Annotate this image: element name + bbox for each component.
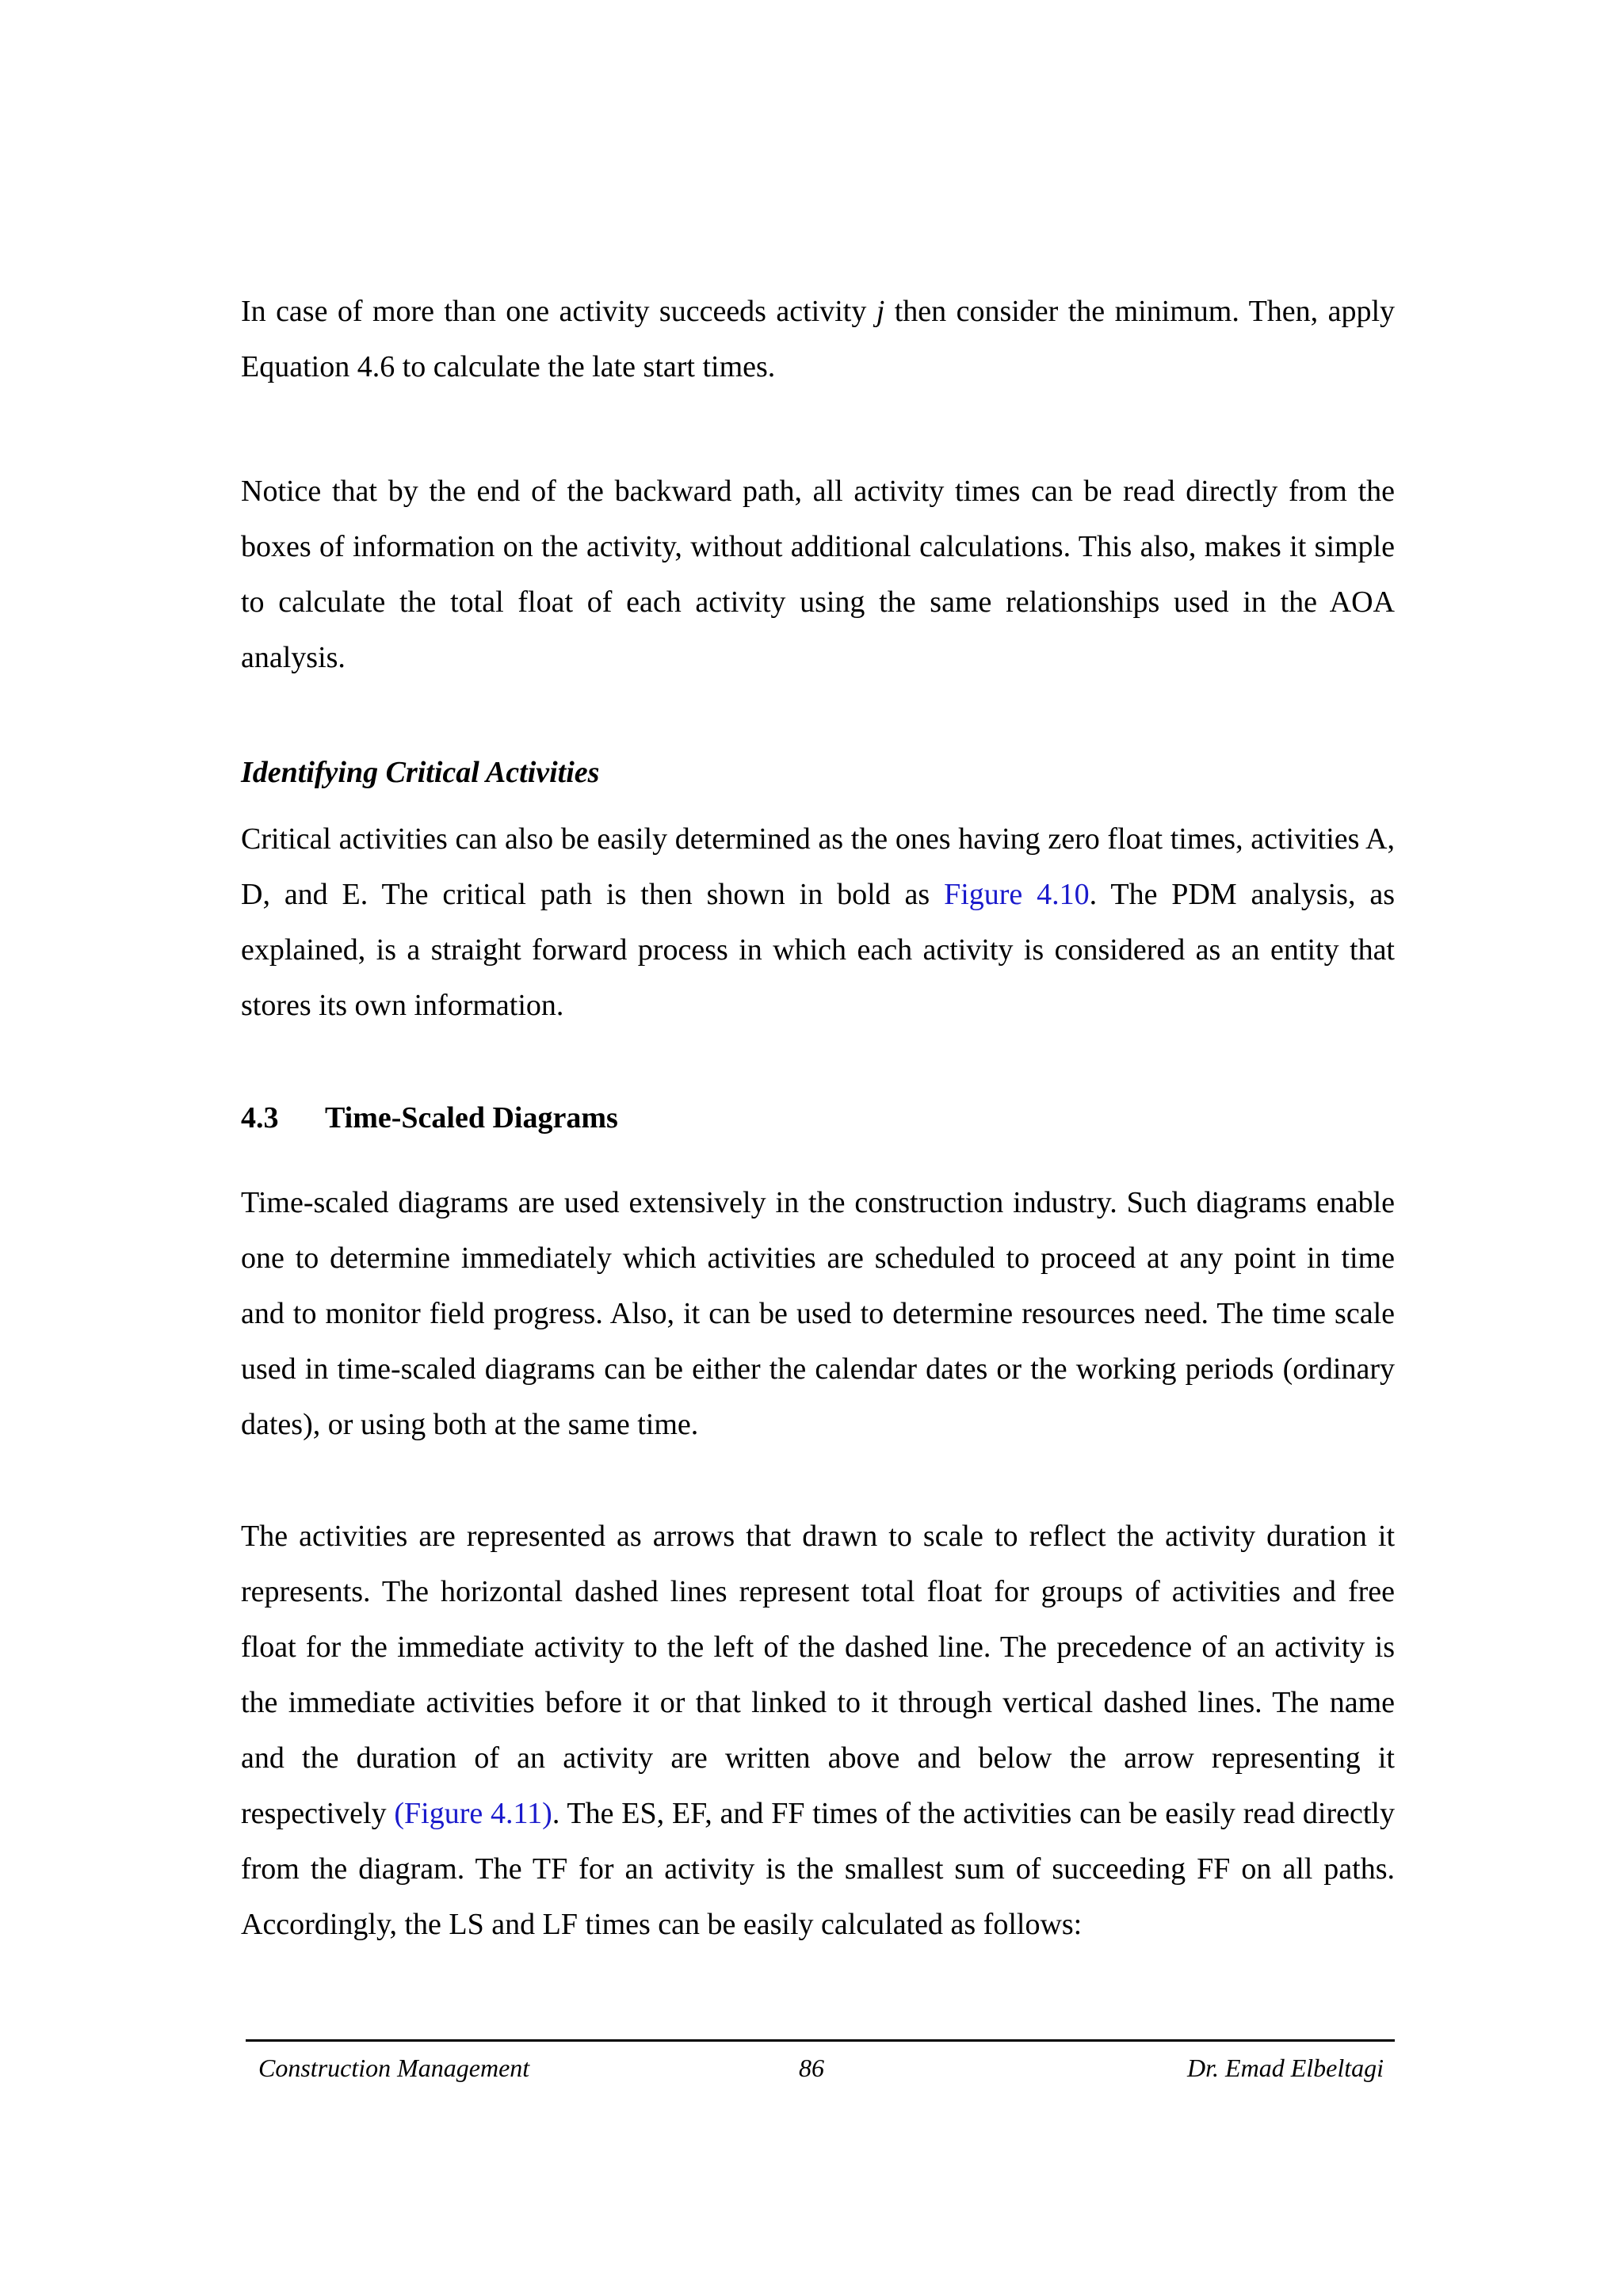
figure-4-10-link[interactable]: Figure 4.10: [944, 878, 1090, 911]
footer-divider: [246, 2039, 1395, 2042]
footer-page-number: 86: [799, 2054, 824, 2082]
paragraph-text: The activities are represented as arrows that drawn to scale to reflect the activity duration it represents. The horizontal dashed lines represent total float for groups of activities and free float for the immediate activity to the left of the dashed line. The precedence of an activity is the immediate activities before it or that linked to it through vertical dashed lines. The name and the duration of an activity are written above and below the arrow representing it respectively: [241, 1520, 1395, 1830]
paragraph-time-scaled-usage: Time-scaled diagrams are used extensively in the construction industry. Such diagrams enable one to determine immediately which activities are scheduled to proceed at any point in time and to monitor field progress. Also, it can be used to determine resources need. The time scale used in time-scaled diagrams can be either the calendar dates or the working periods (ordinary dates), or using both at the same time.: [241, 1186, 1395, 1441]
paragraph-late-start: [241, 284, 1395, 395]
paragraph-text: . The ES, EF, and FF times of the activities can be easily read directly from the diagram. The TF for an activity is the smallest sum of succeeding FF on all paths. Accordingly, the LS and LF times can be easily calculated as follows:: [241, 1797, 1395, 1941]
paragraph-text: Critical activities can also be easily determined as the ones having zero float times, activities A, D, and E. The critical path is then shown in bold as: [241, 822, 1395, 911]
heading-identifying-critical-activities: Identifying Critical Activities: [241, 756, 600, 789]
paragraph-text: . The PDM analysis, as explained, is a straight forward process in which each activity is considered as an entity that stores its own information.: [241, 878, 1395, 1022]
paragraph-text: In case of more than one activity succeeds activity: [241, 295, 876, 328]
footer-book-title: Construction Management: [258, 2054, 530, 2082]
figure-4-11-link[interactable]: (Figure 4.11): [394, 1797, 552, 1830]
footer-author: Dr. Emad Elbeltagi: [1187, 2054, 1384, 2082]
section-title: Time-Scaled Diagrams: [325, 1101, 618, 1135]
activity-variable: j: [876, 295, 885, 328]
paragraph-arrows-representation: [241, 1508, 1395, 1952]
paragraph-critical-activities: [241, 811, 1395, 1033]
paragraph-backward-path: Notice that by the end of the backward path, all activity times can be read directly from the boxes of information on the activity, without additional calculations. This also, makes it simple to calculate the total float of each activity using the same relationships used in the AOA analysis.: [241, 475, 1395, 674]
section-heading-time-scaled: [241, 1090, 618, 1146]
paragraph-text: then consider the minimum. Then, apply Equation 4.6 to calculate the late start times.: [241, 295, 1395, 383]
section-number: 4.3: [241, 1101, 279, 1135]
